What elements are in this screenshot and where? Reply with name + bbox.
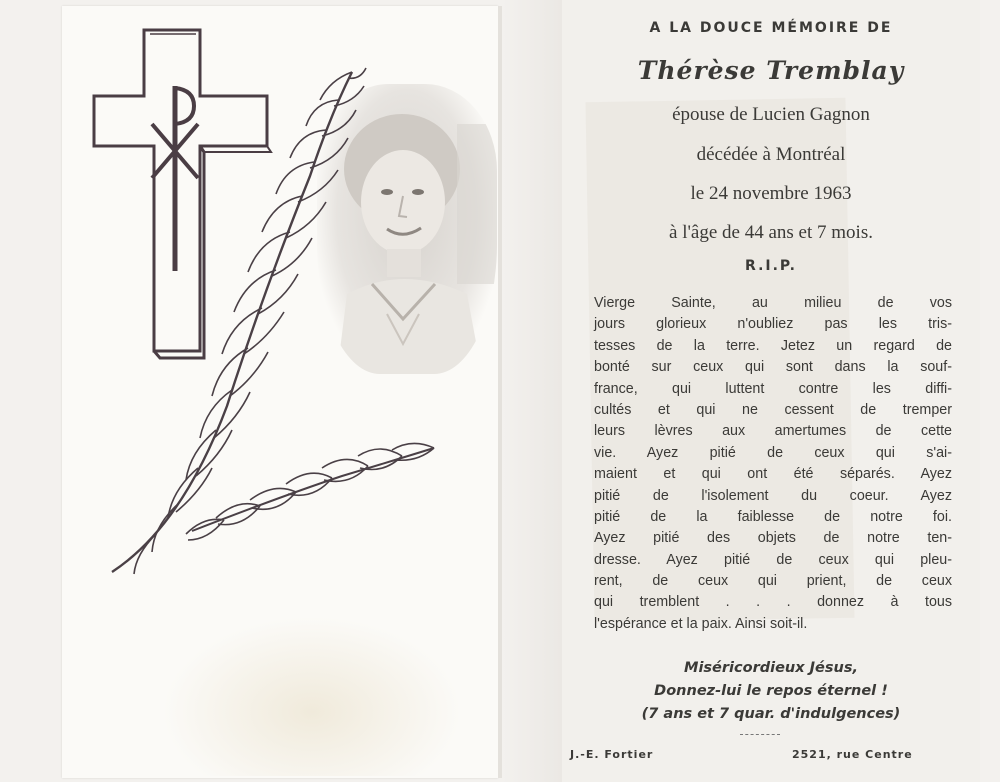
death-date-line: le 24 novembre 1963 [690, 183, 852, 204]
prayer-line: qui tremblent . . . donnez à tous [594, 594, 952, 611]
death-place-line: décédée à Montréal [696, 144, 846, 165]
prayer-line: vie. Ayez pitié de ceux qui s'ai- [594, 444, 952, 461]
prayer-line: pitié de l'isolement du coeur. Ayez [594, 487, 952, 504]
prayer-line: maient et qui ont été séparés. Ayez [594, 466, 952, 483]
prayer-line: jours glorieux n'oubliez pas les tris- [594, 316, 952, 333]
closing-line-1: Miséricordieux Jésus, [684, 660, 858, 676]
prayer-line: france, qui luttent contre les diffi- [594, 380, 952, 397]
prayer-text [594, 293, 952, 635]
printer-name: J.-E. Fortier [570, 748, 654, 761]
prayer-line: bonté sur ceux qui sont dans la souf- [594, 359, 952, 376]
prayer-line: cultés et qui ne cessent de tremper [594, 401, 952, 418]
prayer-line: rent, de ceux qui prient, de ceux [594, 573, 952, 590]
spouse-line: épouse de Lucien Gagnon [672, 104, 870, 125]
prayer-line: tesses de la terre. Jetez un regard de [594, 337, 952, 354]
prayer-line: l'espérance et la paix. Ainsi soit-il. [594, 615, 808, 632]
closing-line-3: (7 ans et 7 quar. d'indulgences) [641, 706, 901, 722]
chi-rho-cross-icon [94, 30, 271, 358]
age-line: à l'âge de 44 ans et 7 mois. [669, 222, 873, 243]
prayer-line: Vierge Sainte, au milieu de vos [594, 295, 952, 311]
prayer-line: leurs lèvres aux amertumes de cette [594, 423, 952, 440]
memorial-card-back [562, 0, 980, 782]
rip-label: R.I.P. [745, 258, 797, 274]
prayer-line: Ayez pitié des objets de notre ten- [594, 530, 952, 547]
memorial-heading: A LA DOUCE MÉMOIRE DE [649, 20, 893, 36]
divider [740, 734, 780, 735]
memorial-text [562, 0, 980, 782]
cross-and-palm-illustration [62, 6, 498, 778]
printer-address: 2521, rue Centre [792, 748, 913, 761]
closing-line-2: Donnez-lui le repos éternel ! [654, 683, 888, 699]
card-shadow [502, 0, 562, 782]
prayer-line: dresse. Ayez pitié de ceux qui pleu- [594, 551, 952, 568]
prayer-line: pitié de la faiblesse de notre foi. [594, 508, 952, 525]
memorial-card-front [62, 6, 498, 778]
deceased-name: Thérèse Tremblay [637, 56, 905, 85]
